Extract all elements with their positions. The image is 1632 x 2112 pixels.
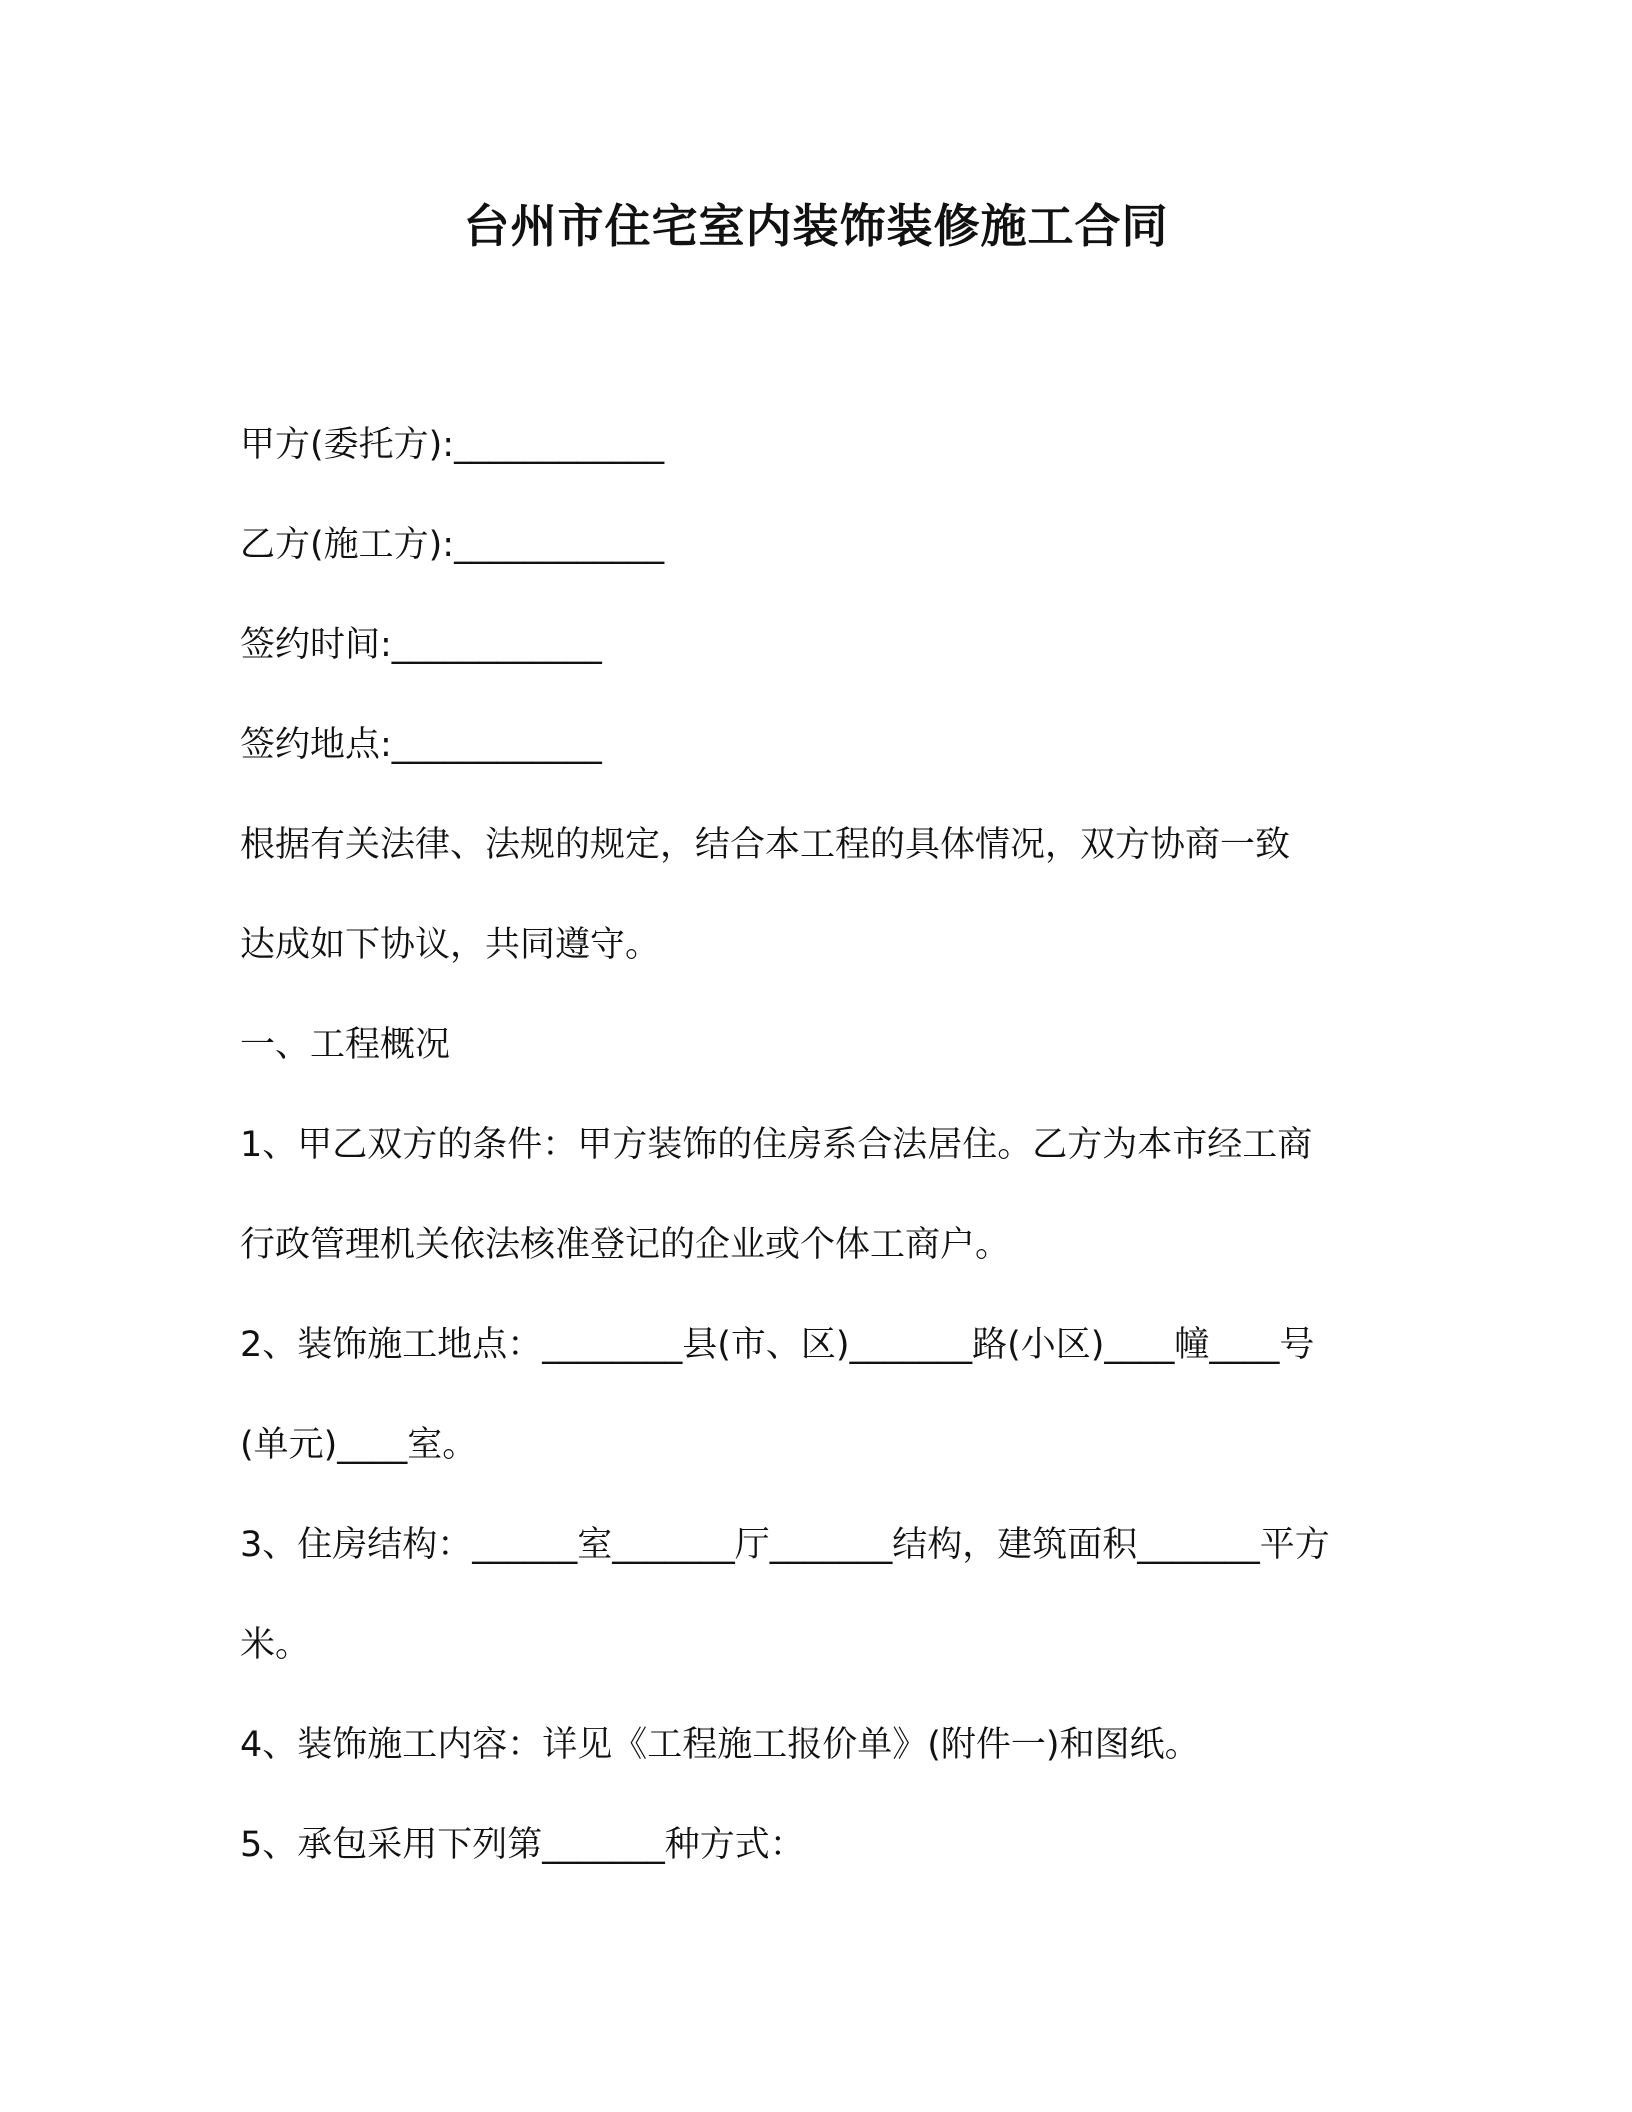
clause-5-line: 5、承包采用下列第_______种方式：	[240, 1825, 805, 1865]
clause-3-line-1: 3、住房结构：______室_______厅_______结构，建筑面积_______平方	[240, 1525, 1330, 1565]
party-a-line: 甲方(委托方):____________	[240, 425, 665, 465]
section-heading: 一、工程概况	[240, 1025, 451, 1065]
signing-place-line: 签约地点:____________	[240, 725, 602, 765]
preamble-line-2: 达成如下协议，共同遵守。	[240, 925, 661, 965]
clause-4-line: 4、装饰施工内容：详见《工程施工报价单》(附件一)和图纸。	[240, 1725, 1200, 1765]
party-b-line: 乙方(施工方):____________	[240, 525, 665, 565]
clause-3-line-2: 米。	[240, 1625, 311, 1665]
clause-2-line-1: 2、装饰施工地点：________县(市、区)_______路(小区)____幢____号	[240, 1325, 1315, 1365]
clause-2-line-2: (单元)____室。	[240, 1425, 478, 1465]
clause-1-line-2: 行政管理机关依法核准登记的企业或个体工商户。	[240, 1225, 1011, 1265]
preamble-line-1: 根据有关法律、法规的规定，结合本工程的具体情况，双方协商一致	[240, 825, 1291, 865]
document-title: 台州市住宅室内装饰装修施工合同	[463, 199, 1169, 253]
signing-time-line: 签约时间:____________	[240, 625, 602, 665]
clause-1-line-1: 1、甲乙双方的条件：甲方装饰的住房系合法居住。乙方为本市经工商	[240, 1125, 1313, 1165]
